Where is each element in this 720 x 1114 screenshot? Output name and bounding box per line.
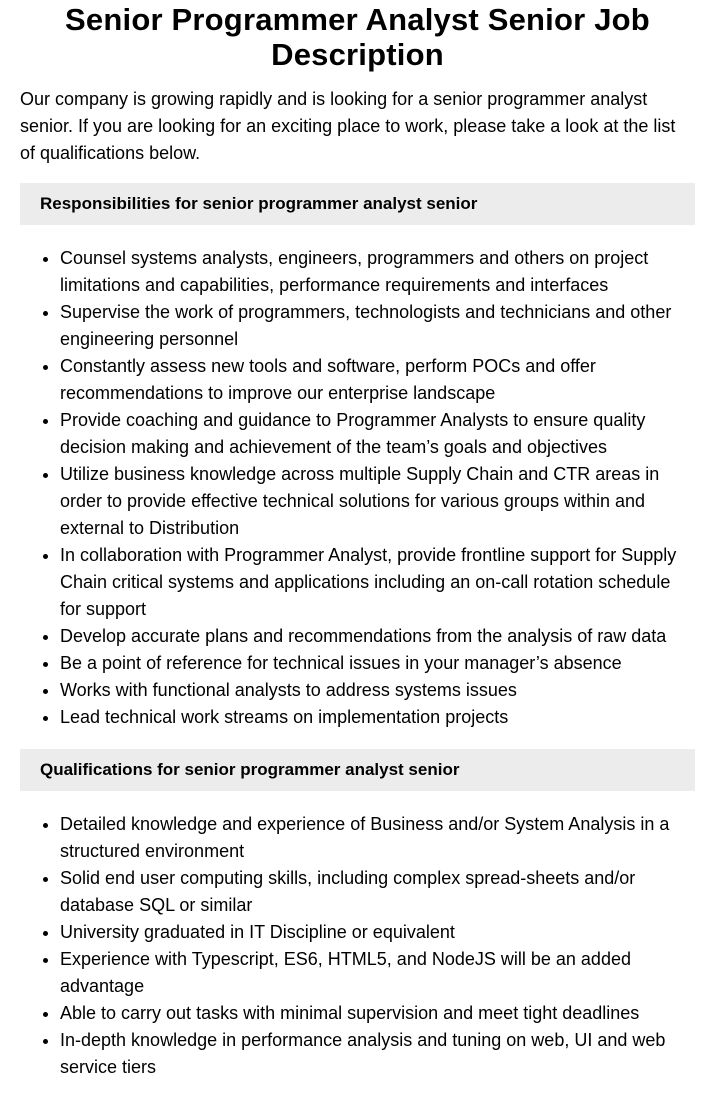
responsibilities-heading: Responsibilities for senior programmer analyst senior (20, 183, 695, 225)
list-item: • Utilize business knowledge across multiple Supply Chain and CTR areas in order to provide effective technical solutions for various groups within and external to Distribution (60, 461, 695, 542)
list-item: • Supervise the work of programmers, technologists and technicians and other engineering personnel (60, 299, 695, 353)
qualifications-heading: Qualifications for senior programmer analyst senior (20, 749, 695, 791)
list-item: • Able to carry out tasks with minimal supervision and meet tight deadlines (60, 1000, 695, 1027)
sections (20, 183, 695, 1081)
list-item: • Experience with Typescript, ES6, HTML5, and NodeJS will be an added advantage (60, 946, 695, 1000)
list-item: • Counsel systems analysts, engineers, programmers and others on project limitations and capabilities, performance requirements and interfaces (60, 245, 695, 299)
list-item: • Be a point of reference for technical issues in your manager’s absence (60, 650, 695, 677)
list-item: • University graduated in IT Discipline or equivalent (60, 919, 695, 946)
list-item: • Provide coaching and guidance to Programmer Analysts to ensure quality decision making and achievement of the team’s goals and objectives (60, 407, 695, 461)
responsibilities-list (20, 245, 695, 731)
list-item: • Constantly assess new tools and software, perform POCs and offer recommendations to improve our enterprise landscape (60, 353, 695, 407)
list-item: • Develop accurate plans and recommendations from the analysis of raw data (60, 623, 695, 650)
list-item: • In collaboration with Programmer Analyst, provide frontline support for Supply Chain critical systems and applications including an on-call rotation schedule for support (60, 542, 695, 623)
list-item: • In-depth knowledge in performance analysis and tuning on web, UI and web service tiers (60, 1027, 695, 1081)
intro-paragraph: Our company is growing rapidly and is looking for a senior programmer analyst senior. If you are looking for an exciting place to work, please take a look at the list of qualifications below. (20, 89, 676, 163)
qualifications-list (20, 811, 695, 1081)
list-item: • Works with functional analysts to address systems issues (60, 677, 695, 704)
list-item: • Detailed knowledge and experience of Business and/or System Analysis in a structured environment (60, 811, 695, 865)
list-item: • Lead technical work streams on implementation projects (60, 704, 695, 731)
page-title: Senior Programmer Analyst Senior Job Description (65, 2, 650, 72)
list-item: • Solid end user computing skills, including complex spread-sheets and/or database SQL or similar (60, 865, 695, 919)
